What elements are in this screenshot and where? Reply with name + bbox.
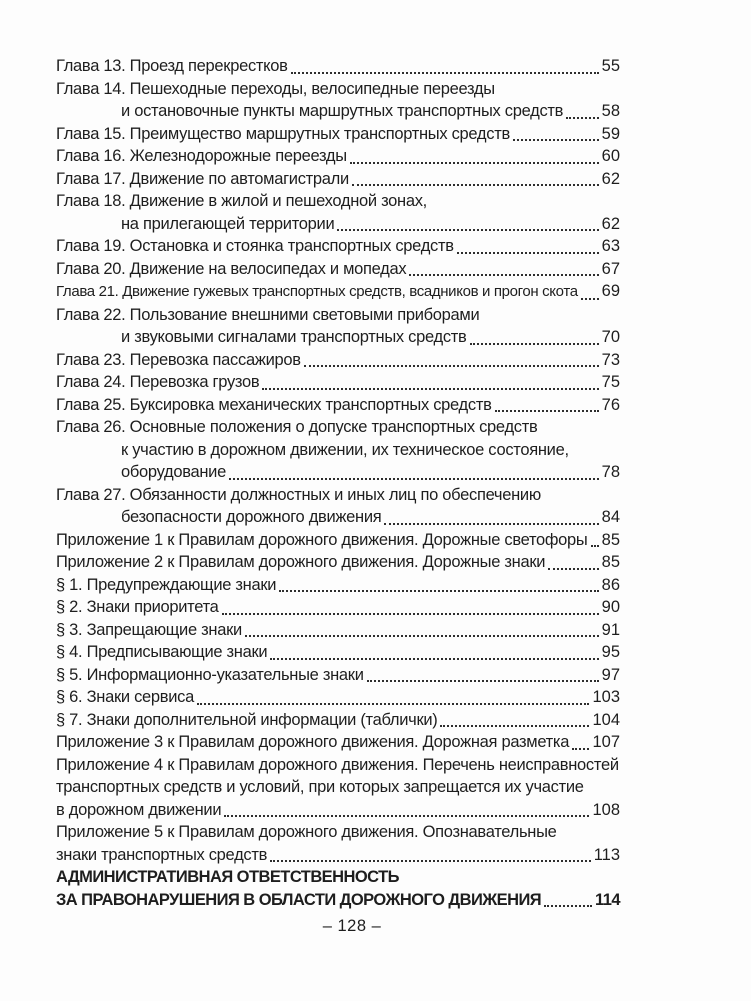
dot-leader bbox=[572, 748, 589, 750]
toc-line bbox=[56, 664, 620, 687]
page-number: 75 bbox=[601, 373, 620, 391]
toc-line-text: Глава 16. Железнодорожные переезды bbox=[56, 147, 347, 165]
page-number: 69 bbox=[601, 282, 620, 300]
toc-line-text: Глава 24. Перевозка грузов bbox=[56, 373, 260, 391]
toc-line-text: Глава 14. Пешеходные переходы, велосипедные переезды bbox=[56, 79, 495, 98]
dot-leader bbox=[291, 72, 599, 74]
toc-line bbox=[56, 731, 620, 754]
toc-line-text: § 4. Предписывающие знаки bbox=[56, 643, 268, 661]
toc-line-text: Глава 22. Пользование внешними световыми приборами bbox=[56, 305, 480, 324]
toc-line-text: § 6. Знаки сервиса bbox=[56, 688, 194, 706]
dot-leader bbox=[513, 139, 599, 141]
dot-leader bbox=[591, 545, 599, 547]
dot-leader bbox=[337, 229, 598, 231]
page-number: 70 bbox=[601, 328, 620, 346]
page-number: 78 bbox=[601, 463, 620, 481]
toc-line bbox=[56, 799, 620, 822]
toc-line bbox=[56, 821, 620, 844]
page-number: 84 bbox=[601, 508, 620, 526]
toc-line bbox=[56, 754, 620, 777]
dot-leader bbox=[470, 343, 599, 345]
toc-line-text: Приложение 2 к Правилам дорожного движения. Дорожные знаки bbox=[56, 553, 546, 571]
toc-line-text: § 3. Запрещающие знаки bbox=[56, 620, 242, 639]
toc-line bbox=[56, 889, 620, 912]
toc-line-text: § 2. Знаки приоритета bbox=[56, 598, 219, 616]
toc-line bbox=[56, 776, 620, 799]
dot-leader bbox=[581, 298, 599, 300]
toc-line bbox=[56, 280, 620, 304]
toc-line-text: к участию в дорожном движении, их техническое состояние, bbox=[121, 440, 569, 459]
toc-line-text: ЗА ПРАВОНАРУШЕНИЯ В ОБЛАСТИ ДОРОЖНОГО ДВИЖЕНИЯ bbox=[56, 890, 542, 909]
page-number: 63 bbox=[601, 237, 620, 255]
toc-line-text: Глава 15. Преимущество маршрутных транспортных средств bbox=[56, 124, 510, 143]
page-number: 62 bbox=[601, 169, 620, 188]
toc-line bbox=[56, 213, 620, 236]
toc-line-text: Приложение 5 к Правилам дорожного движения. Опознавательные bbox=[56, 823, 557, 841]
toc-line-text: на прилегающей территории bbox=[121, 214, 335, 233]
toc-line bbox=[56, 416, 620, 439]
page-number: 97 bbox=[601, 665, 620, 684]
toc-line bbox=[56, 686, 620, 709]
page-number: 59 bbox=[601, 124, 620, 143]
toc-line-text: § 7. Знаки дополнительной информации (таблички) bbox=[56, 710, 438, 729]
page-number: 73 bbox=[601, 350, 620, 369]
toc-line bbox=[56, 78, 620, 101]
toc-line bbox=[56, 258, 620, 281]
toc-line-text: Глава 13. Проезд перекрестков bbox=[56, 57, 288, 75]
dot-leader bbox=[544, 905, 592, 907]
page-number: 114 bbox=[595, 890, 620, 909]
toc-line bbox=[56, 304, 620, 327]
page-number: 76 bbox=[601, 395, 620, 414]
toc-line bbox=[56, 844, 620, 867]
toc-line bbox=[56, 168, 620, 191]
page-number: 60 bbox=[601, 147, 620, 165]
toc-line bbox=[56, 326, 620, 349]
toc-line-text: оборудование bbox=[121, 463, 226, 481]
toc-line-text: Глава 19. Остановка и стоянка транспортных средств bbox=[56, 237, 454, 255]
page-number: 58 bbox=[601, 102, 620, 120]
dot-leader bbox=[222, 613, 599, 615]
dot-leader bbox=[224, 815, 589, 817]
page-number: 91 bbox=[601, 620, 620, 639]
dot-leader bbox=[548, 568, 598, 570]
toc-line-text: Глава 21. Движение гужевых транспортных средств, всадников и прогон скота bbox=[56, 283, 578, 300]
toc-line bbox=[56, 641, 620, 664]
dot-leader bbox=[262, 388, 598, 390]
page-number: 107 bbox=[592, 733, 620, 751]
toc-line bbox=[56, 619, 620, 642]
footer-page-number: – 128 – bbox=[322, 917, 382, 935]
toc-line bbox=[56, 123, 620, 146]
toc-line-text: Глава 25. Буксировка механических транспортных средств bbox=[56, 395, 492, 414]
dot-leader bbox=[495, 410, 599, 412]
dot-leader bbox=[384, 523, 598, 525]
dot-leader bbox=[245, 635, 599, 637]
toc-line-text: Приложение 3 к Правилам дорожного движения. Дорожная разметка bbox=[56, 733, 570, 751]
toc-line-text: безопасности дорожного движения bbox=[121, 508, 382, 526]
dot-leader bbox=[566, 117, 599, 119]
toc-line-text: § 5. Информационно-указательные знаки bbox=[56, 665, 364, 684]
page-number: 90 bbox=[601, 598, 620, 616]
page-number: 104 bbox=[592, 710, 620, 729]
dot-leader bbox=[367, 680, 599, 682]
dot-leader bbox=[279, 590, 598, 592]
toc-line-text: знаки транспортных средств bbox=[56, 845, 268, 864]
toc-line bbox=[56, 529, 620, 552]
page-footer bbox=[56, 917, 648, 936]
toc-line bbox=[56, 145, 620, 168]
toc-line bbox=[56, 349, 620, 372]
page-number: 108 bbox=[592, 800, 620, 819]
toc-line-text: Приложение 1 к Правилам дорожного движения. Дорожные светофоры bbox=[56, 530, 588, 549]
toc-line bbox=[56, 866, 620, 889]
toc-line bbox=[56, 484, 620, 507]
toc-line-text: в дорожном движении bbox=[56, 800, 222, 819]
toc-line-text: Глава 18. Движение в жилой и пешеходной зонах, bbox=[56, 192, 427, 210]
toc-line bbox=[56, 371, 620, 394]
dot-leader bbox=[457, 252, 599, 254]
toc-line-text: транспортных средств и условий, при которых запрещается их участие bbox=[56, 778, 584, 796]
toc-line-text: Глава 27. Обязанности должностных и иных лиц по обеспечению bbox=[56, 485, 541, 504]
page-number: 85 bbox=[601, 553, 620, 571]
toc-line bbox=[56, 506, 620, 529]
dot-leader bbox=[197, 703, 589, 705]
toc-line bbox=[56, 574, 620, 597]
page-number: 85 bbox=[601, 530, 620, 549]
dot-leader bbox=[409, 274, 598, 276]
dot-leader bbox=[229, 478, 599, 480]
toc-line-text: Приложение 4 к Правилам дорожного движения. Перечень неисправностей bbox=[56, 755, 619, 774]
page-number: 67 bbox=[601, 259, 620, 278]
dot-leader bbox=[304, 365, 599, 367]
toc-line bbox=[56, 439, 620, 462]
page-number: 113 bbox=[593, 845, 620, 864]
page-number: 86 bbox=[601, 575, 620, 594]
toc-line bbox=[56, 235, 620, 258]
dot-leader bbox=[352, 184, 599, 186]
toc-line-text: Глава 23. Перевозка пассажиров bbox=[56, 350, 301, 369]
toc-line-text: АДМИНИСТРАТИВНАЯ ОТВЕТСТВЕННОСТЬ bbox=[56, 868, 399, 886]
toc-line bbox=[56, 55, 620, 78]
toc-line bbox=[56, 551, 620, 574]
toc-line-text: Глава 20. Движение на велосипедах и мопедах bbox=[56, 259, 407, 278]
dot-leader bbox=[350, 162, 599, 164]
dot-leader bbox=[270, 860, 591, 862]
toc-line-text: и остановочные пункты маршрутных транспортных средств bbox=[121, 102, 564, 120]
toc-line-text: и звуковыми сигналами транспортных средств bbox=[121, 328, 467, 346]
toc-line bbox=[56, 100, 620, 123]
toc-list bbox=[56, 55, 620, 911]
toc-line bbox=[56, 709, 620, 732]
page-number: 103 bbox=[592, 688, 620, 706]
toc-line bbox=[56, 596, 620, 619]
toc-line bbox=[56, 394, 620, 417]
toc-line-text: Глава 26. Основные положения о допуске транспортных средств bbox=[56, 418, 538, 436]
toc-line bbox=[56, 190, 620, 213]
page-number: 55 bbox=[601, 57, 620, 75]
toc-line-text: Глава 17. Движение по автомагистрали bbox=[56, 169, 349, 188]
toc-line-text: § 1. Предупреждающие знаки bbox=[56, 575, 277, 594]
page-number: 95 bbox=[601, 643, 620, 661]
toc-line bbox=[56, 461, 620, 484]
dot-leader bbox=[440, 725, 589, 727]
page-number: 62 bbox=[601, 214, 620, 233]
dot-leader bbox=[270, 658, 598, 660]
